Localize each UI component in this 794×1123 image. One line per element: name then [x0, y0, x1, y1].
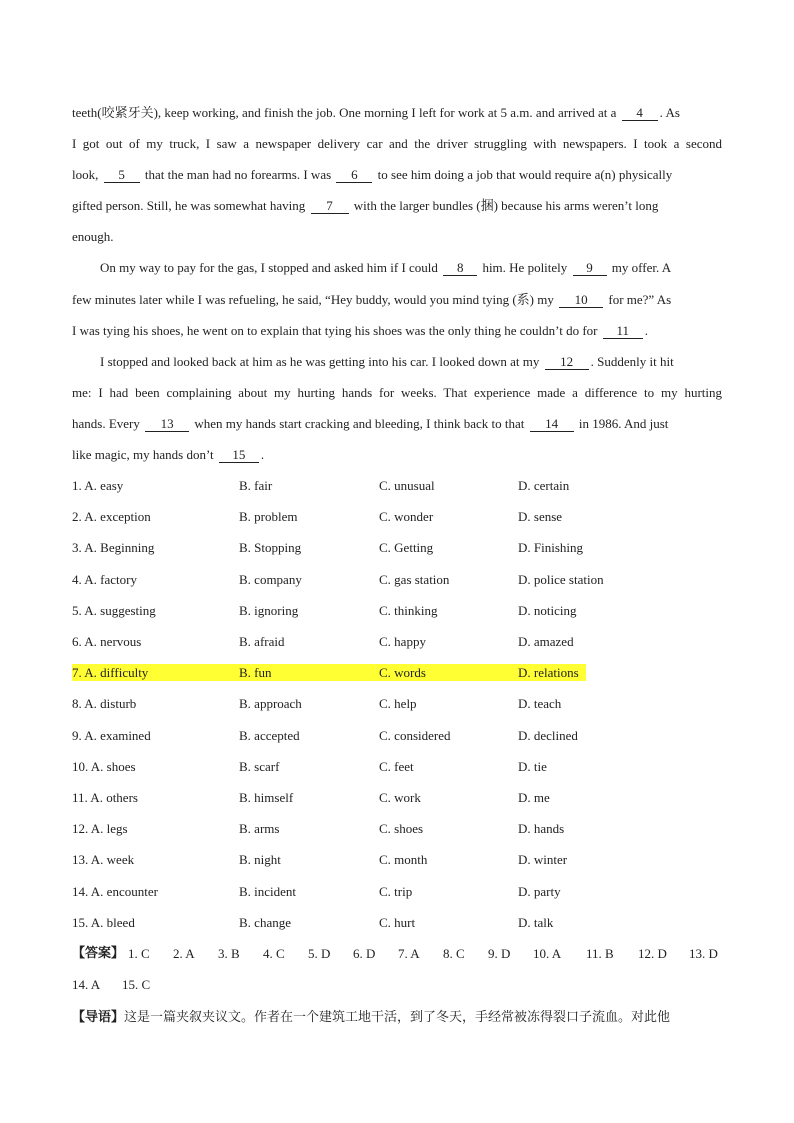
- guide-line: [72, 1008, 722, 1026]
- blank-9: 9: [573, 260, 607, 276]
- question-options-row: 9. A. examined B. accepted C. considered D. declined: [72, 728, 578, 743]
- blank-8: 8: [443, 260, 477, 276]
- passage-line: teeth(咬紧牙关), keep working, and finish the job. One morning I left for work at 5 a.m. and arrived at a 4 . As: [72, 105, 680, 120]
- question-options-row: 6. A. nervous B. afraid C. happy D. amazed: [72, 634, 574, 649]
- blank-12: 12: [545, 354, 589, 370]
- question-options-row: 8. A. disturb B. approach C. help D. teach: [72, 696, 562, 711]
- question-options-row: 10. A. shoes B. scarf C. feet D. tie: [72, 759, 547, 774]
- blank-6: 6: [336, 167, 372, 183]
- question-options-row: 14. A. encounter B. incident C. trip D. party: [72, 884, 561, 899]
- blank-13: 13: [145, 416, 189, 432]
- blank-7: 7: [311, 198, 349, 214]
- question-options-row-highlighted: 7. A. difficulty B. fun C. words D. relations: [72, 665, 579, 680]
- answer-key-line: 【答案】 1. C 2. A 3. B 4. C 5. D 6. D 7. A 8. C 9. D 10. A 11. B 12. D 13. D: [72, 946, 718, 961]
- passage-line: On my way to pay for the gas, I stopped and asked him if I could 8 him. He politely 9 my offer. A: [100, 260, 672, 275]
- question-options-row: 11. A. others B. himself C. work D. me: [72, 790, 550, 805]
- blank-15: 15: [219, 447, 259, 463]
- passage-line: gifted person. Still, he was somewhat having 7 with the larger bundles (捆) because his arms weren’t long: [72, 198, 659, 213]
- passage-line: I was tying his shoes, he went on to explain that tying his shoes was the only thing he couldn’t do for 11 .: [72, 323, 648, 338]
- blank-11: 11: [603, 323, 643, 339]
- question-options-row: 3. A. Beginning B. Stopping C. Getting D. Finishing: [72, 540, 584, 555]
- blank-10: 10: [559, 292, 603, 308]
- passage-line: few minutes later while I was refueling, he said, “Hey buddy, would you mind tying (系) my 10 for me?” As: [72, 292, 672, 307]
- passage-line: me: I had been complaining about my hurting hands for weeks. That experience made a difference to my hurting: [72, 385, 722, 400]
- passage-line: I got out of my truck, I saw a newspaper delivery car and the driver struggling with newspapers. I took a second: [72, 136, 722, 151]
- passage-line: I stopped and looked back at him as he was getting into his car. I looked down at my 12 . Suddenly it hit: [100, 354, 674, 369]
- passage-line: hands. Every 13 when my hands start cracking and bleeding, I think back to that 14 in 1986. And just: [72, 416, 669, 431]
- question-options-row: 2. A. exception B. problem C. wonder D. sense: [72, 509, 563, 524]
- blank-14: 14: [530, 416, 574, 432]
- passage-line: like magic, my hands don’t 15 .: [72, 447, 265, 462]
- answer-label: 【答案】: [72, 946, 125, 961]
- question-options-row: 12. A. legs B. arms C. shoes D. hands: [72, 821, 565, 836]
- question-options-row: 13. A. week B. night C. month D. winter: [72, 852, 568, 867]
- passage-line: look, 5 that the man had no forearms. I was 6 to see him doing a job that would require a(n) physically: [72, 167, 673, 182]
- question-options-row: 15. A. bleed B. change C. hurt D. talk: [72, 915, 554, 930]
- guide-text: 这是一篇夹叙夹议文。作者在一个建筑工地干活，到了冬天，手经常被冻得裂口子流血。对此他: [124, 1010, 671, 1025]
- passage-line: enough.: [72, 229, 114, 244]
- answer-key-line: 14. A 15. C: [72, 977, 151, 992]
- question-options-row: 1. A. easy B. fair C. unusual D. certain: [72, 478, 570, 493]
- question-options-row: 5. A. suggesting B. ignoring C. thinking D. noticing: [72, 603, 577, 618]
- guide-label: 【导语】: [72, 1010, 125, 1025]
- blank-5: 5: [104, 167, 140, 183]
- question-options-row: 4. A. factory B. company C. gas station D. police station: [72, 572, 604, 587]
- blank-4: 4: [622, 105, 658, 121]
